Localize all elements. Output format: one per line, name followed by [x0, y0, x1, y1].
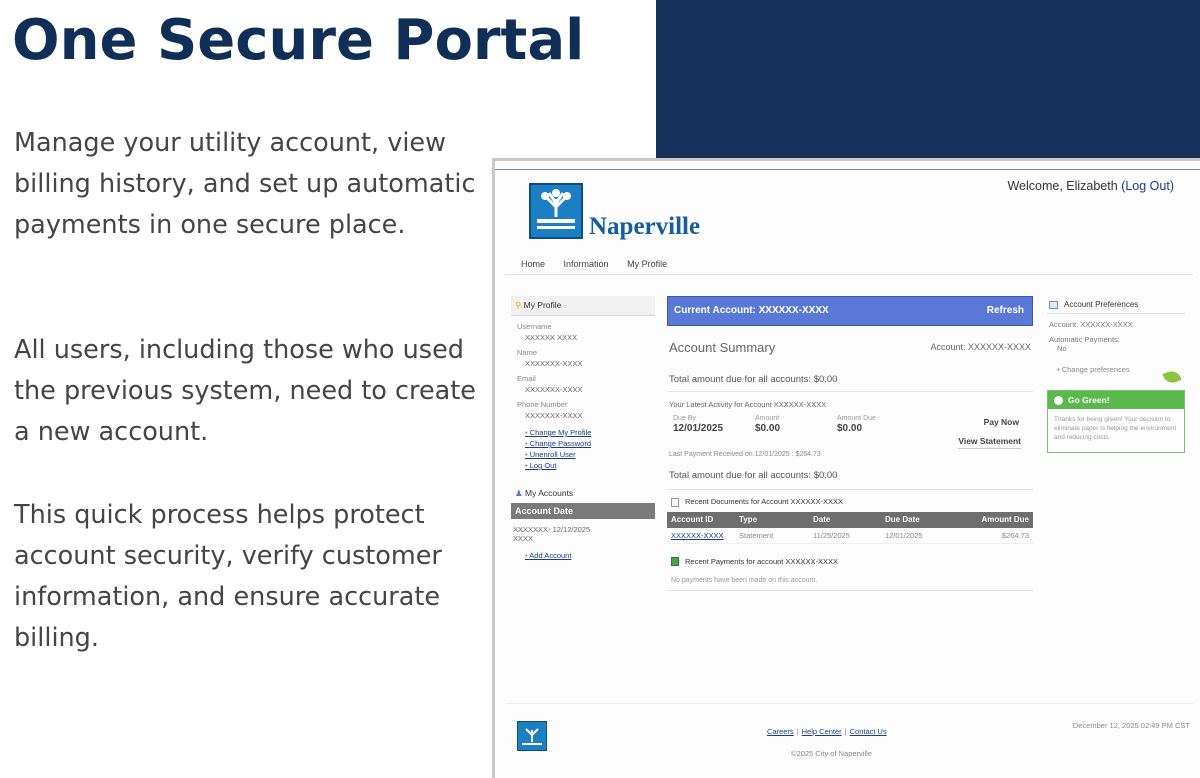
current-account-label: Current Account: XXXXXX-XXXX	[674, 305, 829, 316]
preferences-icon	[1049, 301, 1058, 309]
right-sidebar	[1047, 296, 1185, 453]
accounts-table-header: Account Date	[511, 503, 655, 519]
welcome-bar	[1007, 179, 1174, 193]
preferences-account: Account: XXXXXX-XXXX	[1049, 320, 1133, 329]
amount-value: $0.00	[755, 423, 781, 434]
account-preferences-heading	[1047, 296, 1185, 314]
total-amount-due-bottom: Total amount due for all accounts: $0.00	[667, 460, 1033, 490]
go-green-label: Go Green!	[1068, 395, 1110, 405]
account-preferences-label: Account Preferences	[1064, 300, 1139, 309]
phone-value: XXXXXXX-XXXX	[525, 411, 583, 420]
due-by-label: Due By	[673, 415, 696, 422]
automatic-payments-value: No	[1057, 344, 1067, 353]
intro-paragraph: Manage your utility account, view billing history, and set up automatic payments in one secure place.	[14, 128, 476, 240]
pay-now-button[interactable]: Pay Now	[983, 417, 1019, 427]
col-due-date: Due Date	[885, 515, 920, 525]
automatic-payments-label: Automatic Payments:	[1049, 335, 1120, 344]
recent-payments-heading	[667, 550, 1033, 572]
portal-screenshot	[492, 158, 1200, 778]
amount-due-cell	[837, 415, 876, 434]
view-statement-button[interactable]: View Statement	[958, 436, 1021, 449]
amount-label: Amount	[755, 415, 780, 422]
nav-my-profile[interactable]: My Profile	[627, 259, 668, 269]
footer-logo-icon[interactable]	[517, 721, 547, 751]
naperville-logo-icon[interactable]	[529, 183, 583, 239]
change-preferences-label: Change preferences	[1061, 365, 1130, 374]
total-amount-due: Total amount due for all accounts: $0.00	[667, 366, 1033, 392]
add-account-list	[511, 551, 655, 560]
username-value: XXXXXX XXXX	[525, 333, 578, 342]
email-label: Email	[517, 374, 536, 383]
latest-activity-row	[667, 413, 1033, 449]
left-sidebar	[511, 296, 655, 560]
col-account-id: Account ID	[671, 515, 714, 525]
name-value: XXXXXXX-XXXX	[525, 359, 583, 368]
payment-icon	[671, 557, 679, 566]
username-label: Username	[517, 322, 552, 331]
refresh-button[interactable]: Refresh	[986, 305, 1024, 316]
amount-due-value: $0.00	[837, 423, 863, 434]
document-icon	[671, 498, 679, 507]
change-preferences-link[interactable]: • Change preferences	[1057, 365, 1130, 374]
change-profile-link[interactable]: • Change My Profile	[525, 428, 655, 437]
col-type: Type	[739, 515, 758, 525]
new-account-paragraph: All users, including those who used the previous system, need to create a new account.	[14, 335, 476, 447]
nav-home[interactable]: Home	[521, 259, 546, 269]
col-amount-due: Amount Due	[981, 515, 1029, 525]
profile-links	[511, 428, 655, 470]
due-by-value: 12/01/2025	[673, 423, 724, 434]
document-type: Statement	[739, 530, 774, 540]
security-paragraph: This quick process helps protect account security, verify customer information, and ensure accurate billing.	[14, 500, 442, 653]
latest-activity-label: Your Latest Activity for Account XXXXXX-XXXX	[669, 400, 827, 409]
log-out-link[interactable]: • Log Out	[525, 461, 655, 470]
account-main	[667, 296, 1033, 591]
top-navigation	[521, 259, 683, 269]
nav-divider	[505, 274, 1193, 275]
profile-heading	[511, 296, 655, 316]
profile-heading-label: My Profile	[523, 300, 562, 310]
recent-payments-label: Recent Payments for account XXXXXX-XXXX	[685, 556, 838, 566]
slide-title: One Secure Portal	[12, 8, 585, 73]
change-password-link[interactable]: • Change Password	[525, 439, 655, 448]
go-green-text: Thanks for being green! Your decision to eliminate paper is helping the environment and reducing costs.	[1054, 416, 1177, 442]
unenroll-user-link[interactable]: • Unenroll User	[525, 450, 655, 459]
col-date: Date	[813, 515, 831, 525]
amount-due-label: Amount Due	[837, 415, 876, 422]
documents-table-header	[667, 512, 1033, 528]
top-divider	[495, 169, 1200, 170]
footer-timestamp: December 12, 2025 02:49 PM CST	[1072, 721, 1190, 730]
nav-information[interactable]: Information	[563, 259, 609, 269]
navy-background-panel	[656, 0, 1200, 160]
table-row	[667, 528, 1033, 544]
my-accounts-heading	[511, 484, 655, 503]
accounts-row[interactable]: XXXXXXX- 12/12/2025 XXXX	[513, 525, 591, 543]
brand-name: Naperville	[589, 213, 701, 240]
phone-label: Phone Number	[517, 400, 568, 409]
document-date: 11/25/2025	[813, 530, 850, 540]
go-green-heading	[1048, 391, 1184, 409]
careers-link[interactable]: Careers	[767, 727, 794, 736]
current-account-bar	[667, 296, 1033, 326]
my-accounts-label: My Accounts	[525, 488, 574, 498]
name-label: Name	[517, 348, 538, 357]
document-amount-due: $264.73	[1001, 530, 1029, 540]
help-center-link[interactable]: Help Center	[801, 727, 842, 736]
amount-cell	[755, 415, 780, 434]
footer-divider	[505, 703, 1193, 704]
last-payment-text: Last Payment Received on 12/01/2025 : $264.73	[669, 451, 821, 458]
go-green-icon	[1054, 396, 1063, 405]
footer-separator: |	[796, 727, 799, 736]
footer-links	[767, 727, 887, 736]
contact-us-link[interactable]: Contact Us	[849, 727, 887, 736]
user-icon: ♟	[515, 488, 523, 498]
no-payments-text: No payments have been made on this account.	[667, 571, 1033, 591]
email-value: XXXXXXX-XXXX	[525, 385, 583, 394]
footer-copyright: ©2025 City of Naperville	[791, 749, 872, 758]
recent-documents-label: Recent Documents for Account XXXXXX-XXXX	[685, 497, 843, 506]
account-summary-title: Account Summary	[669, 340, 776, 355]
footer-separator: |	[844, 727, 847, 736]
go-green-box	[1047, 390, 1185, 453]
welcome-text: Welcome, Elizabeth	[1007, 179, 1118, 193]
logout-link[interactable]: (Log Out)	[1121, 179, 1174, 193]
account-summary-number: Account: XXXXXX-XXXX	[930, 342, 1031, 352]
document-due-date: 12/01/2025	[885, 530, 923, 540]
key-icon: ⚲	[515, 300, 522, 310]
due-by-cell	[673, 415, 723, 434]
account-summary-header	[667, 330, 1033, 366]
document-account-link[interactable]: XXXXXX-XXXX	[671, 530, 724, 540]
recent-documents-heading	[667, 490, 1033, 512]
add-account-link[interactable]: • Add Account	[525, 551, 655, 560]
